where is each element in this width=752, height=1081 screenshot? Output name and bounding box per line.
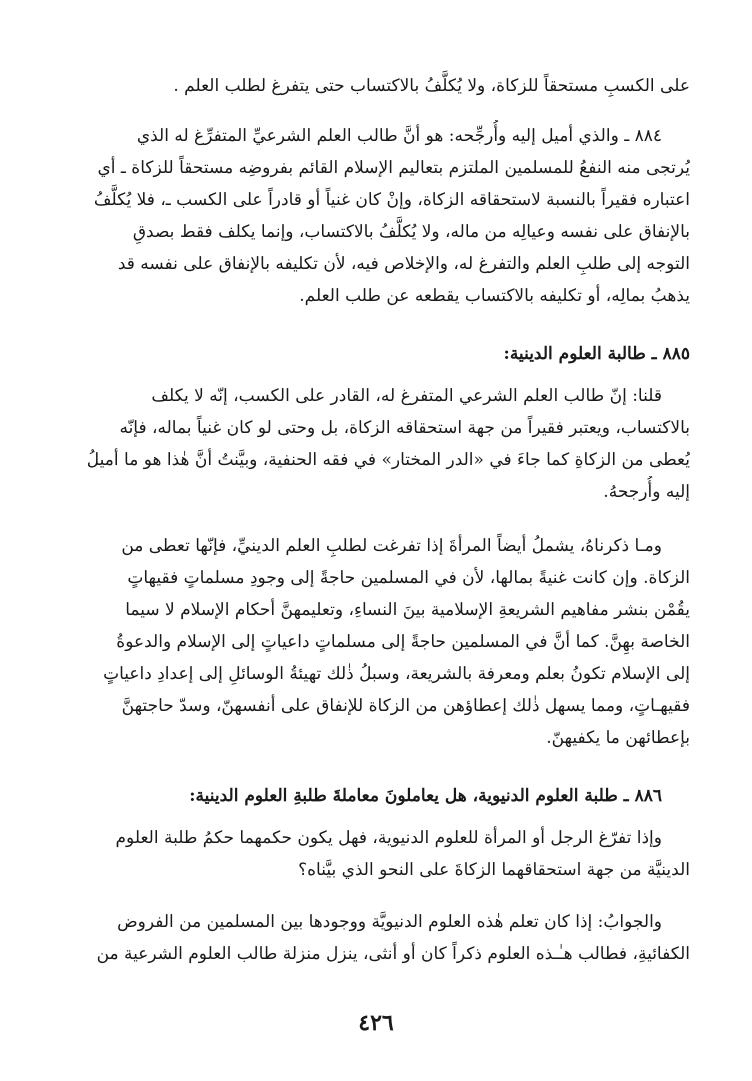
text-line: ٨٨٤ ـ والذي أميل إليه وأُرجِّحه: هو أنَّ طالب العلم الشرعيِّ المتفرِّغ له الذي <box>136 126 662 146</box>
text-line: يقُمْن بنشر مفاهيم الشريعةِ الإسلامية بينَ النساءِ، وتعليمهنَّ أحكام الإسلام لا سيما <box>125 600 690 620</box>
text-line: الزكاة. وإن كانت غنيةً بمالها، لأن في المسلمين حاجةً إلى وجودِ مسلماتٍ فقيهاتٍ <box>127 568 690 588</box>
text-line: قلنا: إنّ طالب العلم الشرعي المتفرغ له، القادر على الكسب، إنّه لا يكلف <box>151 386 662 406</box>
text-line: اعتباره فقيراً بالنسبة لاستحقاقه الزكاة، وإنْ كان غنياً أو قادراً على الكسب ـ، فلا يُكلَّفُ <box>93 190 690 210</box>
text-line: بالاكتساب، ويعتبر فقيراً من جهة استحقاقه الزكاة، بل وحتى لو كان غنياً بماله، فإنّه <box>119 418 690 438</box>
section-heading-885: ٨٨٥ ـ طالبة العلوم الدينية: <box>503 344 690 364</box>
text-line: وإذا تفرّغ الرجل أو المرأة للعلوم الدنيوية، فهل يكون حكمهما حكمُ طلبة العلوم <box>115 828 662 848</box>
text-line: بالإنفاق على نفسه وعيالِه من ماله، ولا يُكلَّفُ بالاكتساب، وإنما يكلف فقط بصدقِ <box>132 222 690 242</box>
text-line: ومـا ذكرناهُ، يشملُ أيضاً المرأةَ إذا تفرغت لطلبِ العلم الدينيِّ، فإنّها تعطى من <box>121 536 662 556</box>
page-number: ٤٢٦ <box>358 1010 394 1036</box>
paragraph-886-question <box>70 822 690 886</box>
paragraph-885 <box>70 380 690 508</box>
paragraph-886-answer <box>70 906 690 970</box>
paragraph-women-students <box>70 530 690 754</box>
section-heading-886: ٨٨٦ ـ طلبة العلوم الدنيوية، هل يعاملونَ معاملةَ طلبةِ العلوم الدينية: <box>189 786 662 806</box>
text-line: يُرتجى منه النفعُ للمسلمين الملتزم بتعاليم الإسلام القائم بفروضِه مستحقاً للزكاة ـ أي <box>97 158 690 178</box>
paragraph-continuation <box>70 70 690 102</box>
text-line: والجوابُ: إذا كان تعلم هٰذه العلوم الدنيويَّة ووجودها بين المسلمين من الفروض <box>117 912 662 932</box>
paragraph-884 <box>70 120 690 312</box>
text-line: التوجه إلى طلبِ العلم والتفرغ له، والإخلاص فيه، لأن تكليفه بالإنفاق على نفسه قد <box>117 254 690 274</box>
text-line: الخاصة بهِنَّ. كما أنَّ في المسلمين حاجةً إلى مسلماتٍ داعياتٍ إلى الإسلام والدعوةُ <box>116 632 690 652</box>
text-line: إلى الإسلام تكونُ بعلم ومعرفة بالشريعة، وسبلُ ذٰلك تهيئةُ الوسائلِ إلى إعدادِ داعياتٍ <box>103 664 690 684</box>
text-line: يُعطى من الزكاةِ كما جاءَ في «الدر المختار» في فقه الحنفية، وبيَّنتُ أنَّ هٰذا هو ما أميلُ <box>86 450 690 470</box>
text-line: على الكسبِ مستحقاً للزكاة، ولا يُكلَّفُ بالاكتساب حتى يتفرغ لطلب العلم . <box>173 76 690 96</box>
text-line: الدينيَّة من جهة استحقاقهما الزكاةَ على النحو الذي بيَّناه؟ <box>298 860 690 880</box>
text-line: الكفائيةِ، فطالب هـٰـذه العلوم ذكراً كان أو أنثى، ينزل منزلة طالب العلوم الشرعية من <box>96 944 690 964</box>
text-line: يذهبُ بمالِه، أو تكليفه بالاكتساب يقطعه عن طلب العلم. <box>299 286 690 306</box>
text-line: إليه وأُرجحهُ. <box>603 482 690 502</box>
text-line: فقيهـاتٍ، ومما يسهل ذٰلك إعطاؤهن من الزكاة للإنفاق على أنفسهنّ، وسدّ حاجتهنَّ <box>121 696 690 716</box>
text-line: بإعطائهن ما يكفيهنّ. <box>546 728 690 748</box>
